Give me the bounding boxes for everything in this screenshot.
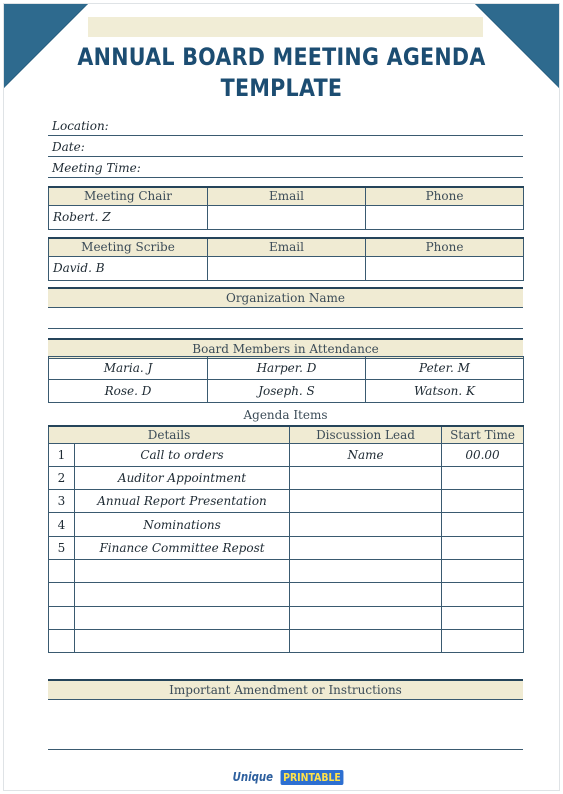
discussion-lead-header: Discussion Lead (290, 426, 442, 443)
scribe-email-cell (208, 256, 366, 280)
logo-unique-text: Unique (232, 770, 274, 784)
agenda-row-number: 1 (49, 443, 75, 466)
date-label: Date: (52, 140, 85, 154)
attendee-name: Joseph. S (208, 380, 366, 403)
organization-line (48, 328, 523, 329)
agenda-row-time (442, 536, 524, 559)
agenda-row-lead (290, 559, 442, 582)
agenda-row-time: 00.00 (442, 443, 524, 466)
agenda-table (48, 425, 524, 653)
scribe-email-header: Email (208, 238, 366, 256)
chair-phone-header: Phone (366, 187, 524, 205)
agenda-row-detail: Call to orders (75, 443, 290, 466)
agenda-row-lead (290, 513, 442, 536)
meeting-chair-name: Robert. Z (49, 205, 208, 229)
agenda-row (49, 466, 524, 489)
location-label: Location: (52, 119, 109, 133)
agenda-row-number: 5 (49, 536, 75, 559)
chair-phone-cell (366, 205, 524, 229)
attendee-name: Maria. J (49, 357, 208, 380)
attendee-name: Harper. D (208, 357, 366, 380)
agenda-items-label: Agenda Items (243, 408, 328, 422)
agenda-row-lead (290, 490, 442, 513)
scribe-phone-header: Phone (366, 238, 524, 256)
attendee-name: Watson. K (366, 380, 524, 403)
agenda-row-time (442, 513, 524, 536)
agenda-row-detail (75, 559, 290, 582)
attendance-table (48, 356, 524, 403)
agenda-row-detail (75, 629, 290, 652)
agenda-row-number: 3 (49, 490, 75, 513)
agenda-row-number (49, 583, 75, 606)
agenda-row-number (49, 559, 75, 582)
attendance-band: Board Members in Attendance (48, 338, 523, 359)
meeting-scribe-name: David. B (49, 256, 208, 280)
agenda-row-detail: Annual Report Presentation (75, 490, 290, 513)
date-row (48, 136, 523, 157)
meeting-time-label: Meeting Time: (52, 161, 141, 175)
amendment-bottom-line (48, 749, 523, 750)
scribe-phone-cell (366, 256, 524, 280)
agenda-row-time (442, 606, 524, 629)
meeting-chair-header: Meeting Chair (49, 187, 208, 205)
organization-name-band: Organization Name (48, 287, 523, 308)
agenda-row-lead (290, 536, 442, 559)
agenda-row-lead (290, 583, 442, 606)
agenda-row (49, 490, 524, 513)
location-row (48, 115, 523, 136)
agenda-row (49, 513, 524, 536)
page-title: ANNUAL BOARD MEETING AGENDA TEMPLATE (77, 43, 486, 102)
agenda-row-lead: Name (290, 443, 442, 466)
agenda-row-detail (75, 606, 290, 629)
agenda-row-number: 4 (49, 513, 75, 536)
agenda-row (49, 536, 524, 559)
details-header: Details (49, 426, 290, 443)
agenda-row-time (442, 583, 524, 606)
attendee-name: Peter. M (366, 357, 524, 380)
agenda-row (49, 583, 524, 606)
chair-email-cell (208, 205, 366, 229)
agenda-row (49, 629, 524, 652)
document-page (3, 3, 560, 791)
agenda-body (49, 443, 524, 653)
agenda-row-time (442, 466, 524, 489)
agenda-row-time (442, 490, 524, 513)
agenda-row-detail: Auditor Appointment (75, 466, 290, 489)
attendee-name: Rose. D (49, 380, 208, 403)
agenda-row-detail: Finance Committee Repost (75, 536, 290, 559)
agenda-row-lead (290, 606, 442, 629)
agenda-row-lead (290, 629, 442, 652)
agenda-row-number: 2 (49, 466, 75, 489)
agenda-row-detail (75, 583, 290, 606)
agenda-row (49, 606, 524, 629)
start-time-header: Start Time (442, 426, 524, 443)
agenda-row-detail: Nominations (75, 513, 290, 536)
meeting-time-row (48, 157, 523, 178)
agenda-row-lead (290, 466, 442, 489)
unique-printable-logo (229, 767, 349, 787)
title-band (88, 17, 483, 37)
agenda-row (49, 443, 524, 466)
amendment-band: Important Amendment or Instructions (48, 679, 523, 700)
agenda-row-number (49, 629, 75, 652)
meeting-scribe-header: Meeting Scribe (49, 238, 208, 256)
agenda-row-time (442, 559, 524, 582)
meeting-scribe-table (48, 237, 524, 281)
meeting-chair-table (48, 186, 524, 230)
agenda-row-time (442, 629, 524, 652)
top-left-corner-decoration (4, 4, 88, 88)
agenda-row-number (49, 606, 75, 629)
logo-printable-text: PRINTABLE (280, 770, 343, 785)
top-right-corner-decoration (475, 4, 559, 88)
chair-email-header: Email (208, 187, 366, 205)
agenda-row (49, 559, 524, 582)
